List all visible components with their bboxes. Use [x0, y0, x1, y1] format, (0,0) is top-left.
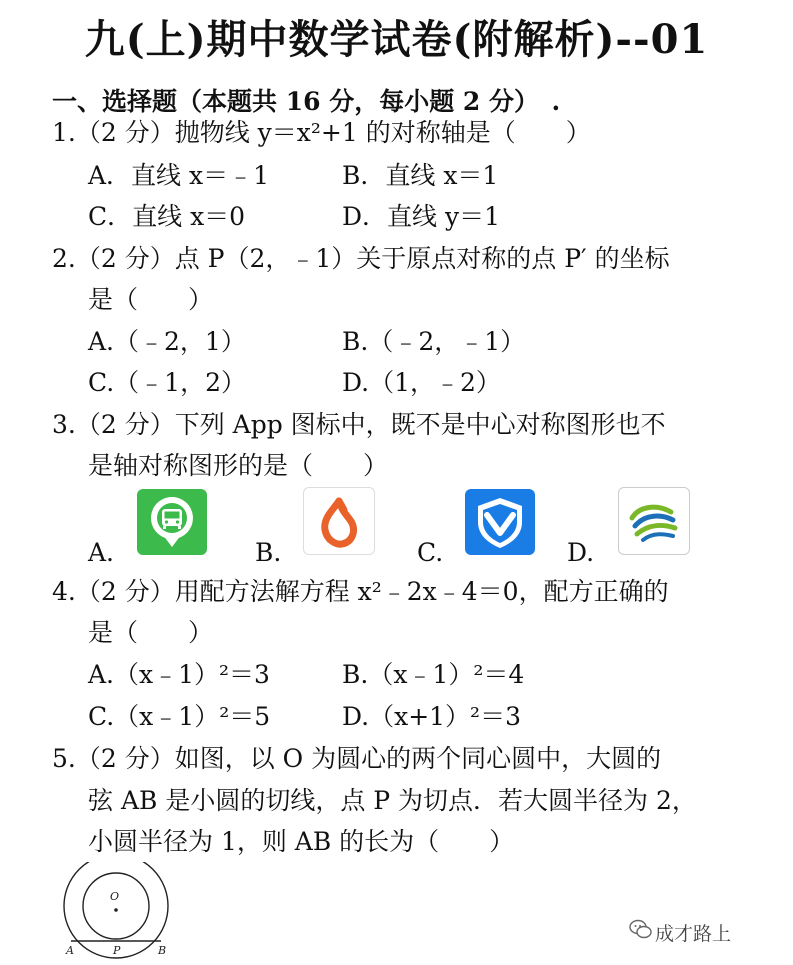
question-2-option-c: C.（﹣1，2）: [88, 368, 246, 397]
question-1-stem: 1.（2 分）抛物线 y＝x²+1 的对称轴是（ ）: [52, 118, 591, 147]
mobile-logo-icon: [618, 487, 690, 555]
wechat-icon: [628, 916, 654, 942]
question-2-stem: 2.（2 分）点 P（2，﹣1）关于原点对称的点 P′ 的坐标: [52, 244, 670, 273]
question-1-option-a: A．直线 x＝﹣1: [88, 161, 270, 190]
question-2-stem-cont: 是（ ）: [88, 285, 214, 314]
question-3-option-c: C.: [417, 538, 444, 567]
question-1-option-b: B．直线 x＝1: [342, 161, 499, 190]
question-5-stem: 5.（2 分）如图，以 O 为圆心的两个同心圆中，大圆的: [52, 744, 662, 773]
question-5-stem-cont-2: 小圆半径为 1，则 AB 的长为（ ）: [88, 827, 515, 856]
question-2-option-d: D.（1，﹣2）: [342, 368, 501, 397]
question-2-option-b: B.（﹣2，﹣1）: [342, 327, 526, 356]
question-5-stem-cont: 弦 AB 是小圆的切线，点 P 为切点．若大圆半径为 2，: [88, 786, 697, 815]
question-4-option-d: D.（x+1）²＝3: [342, 702, 521, 731]
figure-label-p: P: [113, 944, 121, 957]
question-2-option-a: A.（﹣2，1）: [88, 327, 246, 356]
question-4-option-b: B.（x﹣1）²＝4: [342, 660, 525, 689]
flame-app-icon: [303, 487, 375, 555]
figure-label-o: O: [110, 890, 120, 903]
page-title: 九(上)期中数学试卷(附解析)--01: [84, 16, 709, 63]
figure-label-a: A: [66, 944, 74, 957]
question-3-option-d: D.: [567, 538, 595, 567]
question-3-option-b: B.: [255, 538, 282, 567]
question-4-option-a: A.（x﹣1）²＝3: [88, 660, 270, 689]
question-4-stem: 4.（2 分）用配方法解方程 x²﹣2x﹣4＝0，配方正确的: [52, 577, 669, 606]
concentric-circles-figure: [60, 862, 180, 962]
bus-app-icon: [137, 489, 207, 555]
question-4-option-c: C.（x﹣1）²＝5: [88, 702, 271, 731]
shield-app-icon: [465, 489, 535, 555]
watermark-text: 成才路上: [655, 923, 732, 945]
question-3-option-a: A.: [88, 538, 115, 567]
section-heading: 一、选择题（本题共 16 分，每小题 2 分） .: [52, 87, 561, 116]
figure-label-b: B: [158, 944, 167, 957]
question-1-option-d: D．直线 y＝1: [342, 202, 501, 231]
question-3-stem-cont: 是轴对称图形的是（ ）: [88, 451, 389, 480]
question-4-stem-cont: 是（ ）: [88, 618, 214, 647]
question-3-stem: 3.（2 分）下列 App 图标中，既不是中心对称图形也不: [52, 410, 666, 439]
question-1-option-c: C．直线 x＝0: [88, 202, 246, 231]
